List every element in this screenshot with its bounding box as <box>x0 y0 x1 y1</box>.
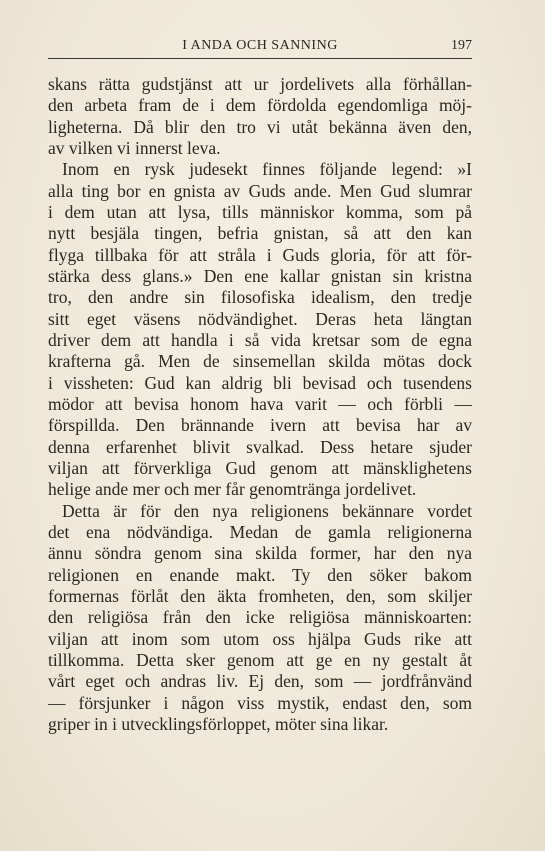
text-line: ännu söndra genom sina skilda former, har den nya <box>48 543 472 564</box>
text-line: Inom en rysk judesekt finnes följande legend: »I <box>62 159 472 180</box>
text-line: krafterna gå. Men de sinsemellan skilda mötas dock <box>48 351 472 372</box>
page-number: 197 <box>451 38 472 53</box>
text-line: skans rätta gudstjänst att ur jordelivets alla förhållan- <box>48 74 472 94</box>
text-line: viljan att förverkliga Gud genom att mänsklighetens <box>48 457 472 478</box>
text-line: Detta är för den nya religionens bekännare vordet <box>62 500 472 521</box>
text-line: griper in i utvecklingsförloppet, möter sina likar. <box>48 713 389 734</box>
text-line: i vissheten: Gud kan aldrig bli bevisad och tusendens <box>48 372 472 393</box>
body-text <box>48 74 472 735</box>
text-line: i dem utan att lysa, tills människor komma, som på <box>48 201 472 222</box>
text-line: denna erfarenhet blivit svalkad. Dess hetare sjuder <box>48 436 472 457</box>
text-line: alla ting bor en gnista av Guds ande. Men Gud slumrar <box>48 180 472 201</box>
header-rule <box>48 58 472 59</box>
text-line: det ena nödvändiga. Medan de gamla religionerna <box>48 521 472 542</box>
text-line: mödor att bevisa honom hava varit — och förbli — <box>48 393 472 414</box>
text-line: — försjunker i någon viss mystik, endast den, som <box>48 692 472 713</box>
text-line: religionen en enande makt. Ty den söker bakom <box>48 564 472 585</box>
page-header <box>48 38 472 58</box>
text-line: sitt eget väsens nödvändighet. Deras heta längtan <box>48 308 472 329</box>
text-line: helige ande mer och mer får genomtränga jordelivet. <box>48 479 417 500</box>
running-title: I ANDA OCH SANNING <box>182 38 338 53</box>
text-line: ligheterna. Då blir den tro vi utåt bekänna även den, <box>48 116 472 137</box>
text-line: driver dem att handla i så vida kretsar som de egna <box>48 329 472 350</box>
text-line: tillkomma. Detta sker genom att ge en ny gestalt åt <box>48 649 472 670</box>
text-line: den arbeta fram de i dem fördolda egendomliga möj- <box>48 95 472 116</box>
text-line: tro, den andre sin filosofiska idealism, den tredje <box>48 287 472 308</box>
text-line: viljan att inom som utom oss hjälpa Guds rike att <box>48 628 472 649</box>
text-line: vårt eget och andras liv. Ej den, som — jordfrånvänd <box>48 671 472 692</box>
text-line: formernas förlåt den äkta fromheten, den, som skiljer <box>48 585 472 606</box>
text-line: förspillda. Den brännande ivern att bevisa har av <box>48 415 472 436</box>
text-line: stärka dess glans.» Den ene kallar gnistan sin kristna <box>48 265 472 286</box>
text-line: den religiösa från den icke religiösa människoarten: <box>48 607 472 628</box>
text-line: av vilken vi innerst leva. <box>48 137 221 158</box>
text-line: nytt besjäla tingen, befria gnistan, så att den kan <box>48 223 472 244</box>
text-line: flyga tillbaka för att stråla i Guds gloria, för att för- <box>48 244 472 265</box>
